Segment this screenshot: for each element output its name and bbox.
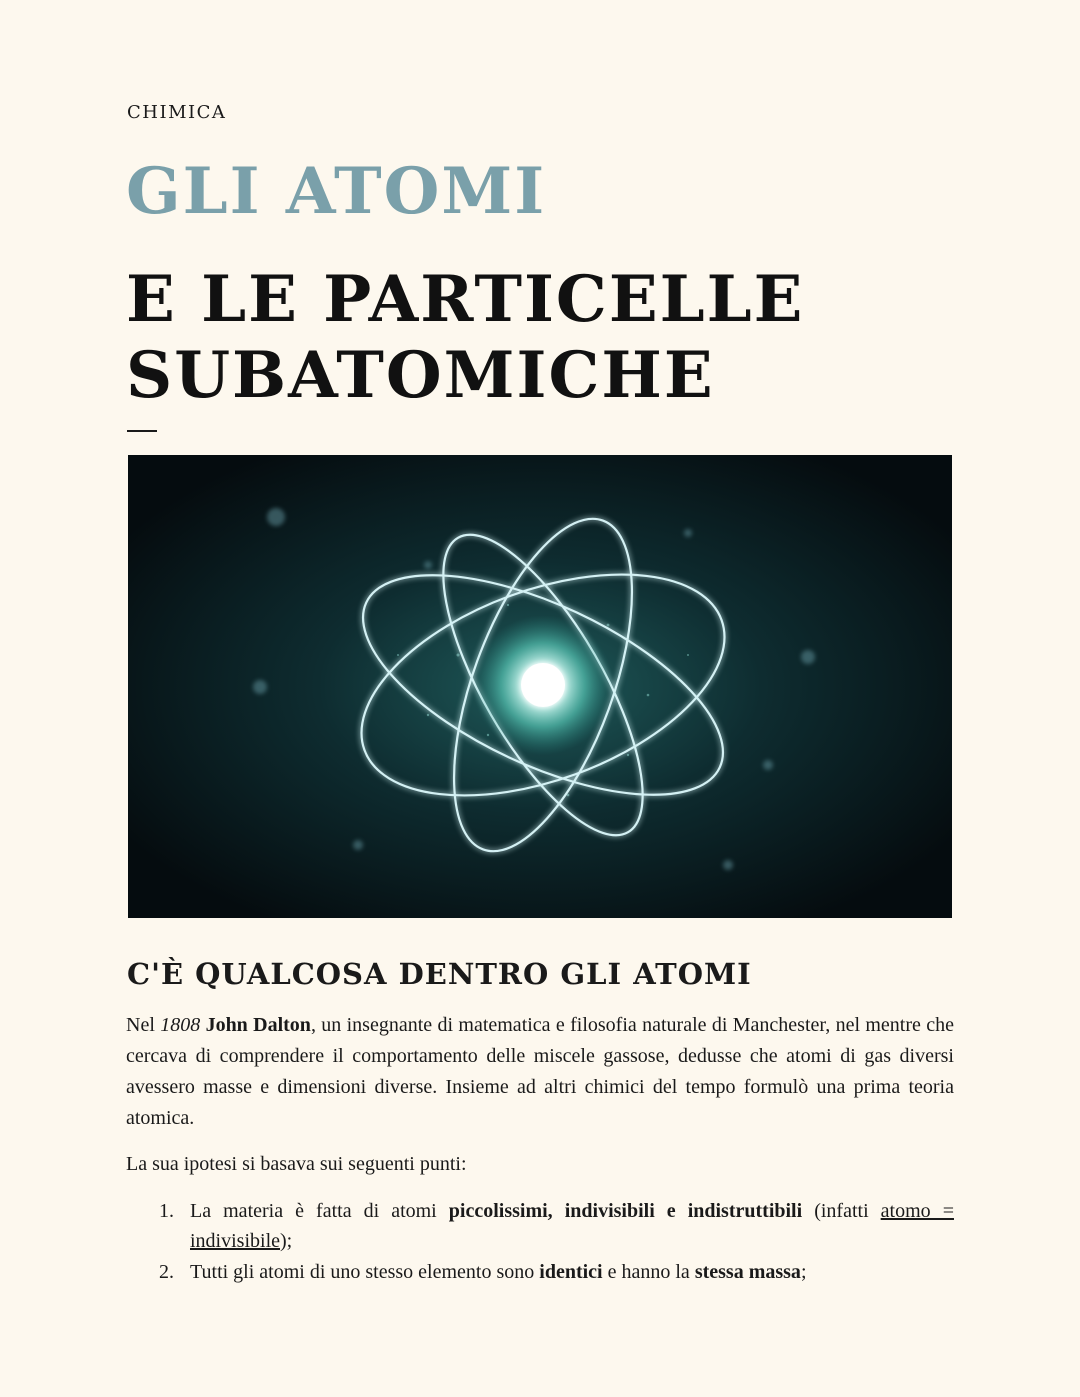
title-line-1: E LE PARTICELLE (126, 262, 805, 337)
category-label: CHIMICA (127, 102, 227, 123)
hypothesis-list (126, 1196, 954, 1288)
bold-text: identici (539, 1261, 603, 1283)
year-text: 1808 (160, 1014, 201, 1036)
title-line-2: SUBATOMICHE (126, 338, 715, 413)
hypothesis-intro: La sua ipotesi si basava sui seguenti punti: (126, 1153, 467, 1175)
bold-text: stessa massa (694, 1261, 801, 1283)
list-item (126, 1196, 954, 1256)
underlined-text: atomo = indivisibile (190, 1200, 954, 1252)
hero-image (128, 455, 952, 918)
text-run: La materia è fatta di atomi (190, 1200, 449, 1222)
text-run: Tutti gli atomi di uno stesso elemento sono (190, 1261, 540, 1283)
text-run: ); (280, 1230, 293, 1252)
text-run: ; (800, 1261, 807, 1283)
title-divider (127, 430, 157, 432)
name-text: John Dalton (205, 1014, 311, 1036)
list-number: 2. (159, 1261, 174, 1283)
section-title: C'È QUALCOSA DENTRO GLI ATOMI (127, 957, 752, 991)
atom-icon (128, 455, 952, 918)
text-run: Nel (126, 1014, 161, 1036)
title-accent: GLI ATOMI (126, 154, 547, 229)
list-item (126, 1257, 954, 1287)
list-number: 1. (159, 1200, 174, 1222)
text-run: , un insegnante di matematica e filosofia naturale di Manchester, nel mentre che cercava di comprendere il comportamento delle miscele gassose, dedusse che atomi di gas diversi avessero masse e dimensioni diverse. Insieme ad altri chimici del tempo formulò una prima teoria atomica. (126, 1014, 954, 1129)
page-title (126, 262, 926, 414)
intro-paragraph (126, 1010, 954, 1134)
text-run: e hanno la (602, 1261, 695, 1283)
text-run: (infatti (802, 1200, 881, 1222)
bold-text: piccolissimi, indivisibili e indistruttibili (448, 1200, 803, 1222)
